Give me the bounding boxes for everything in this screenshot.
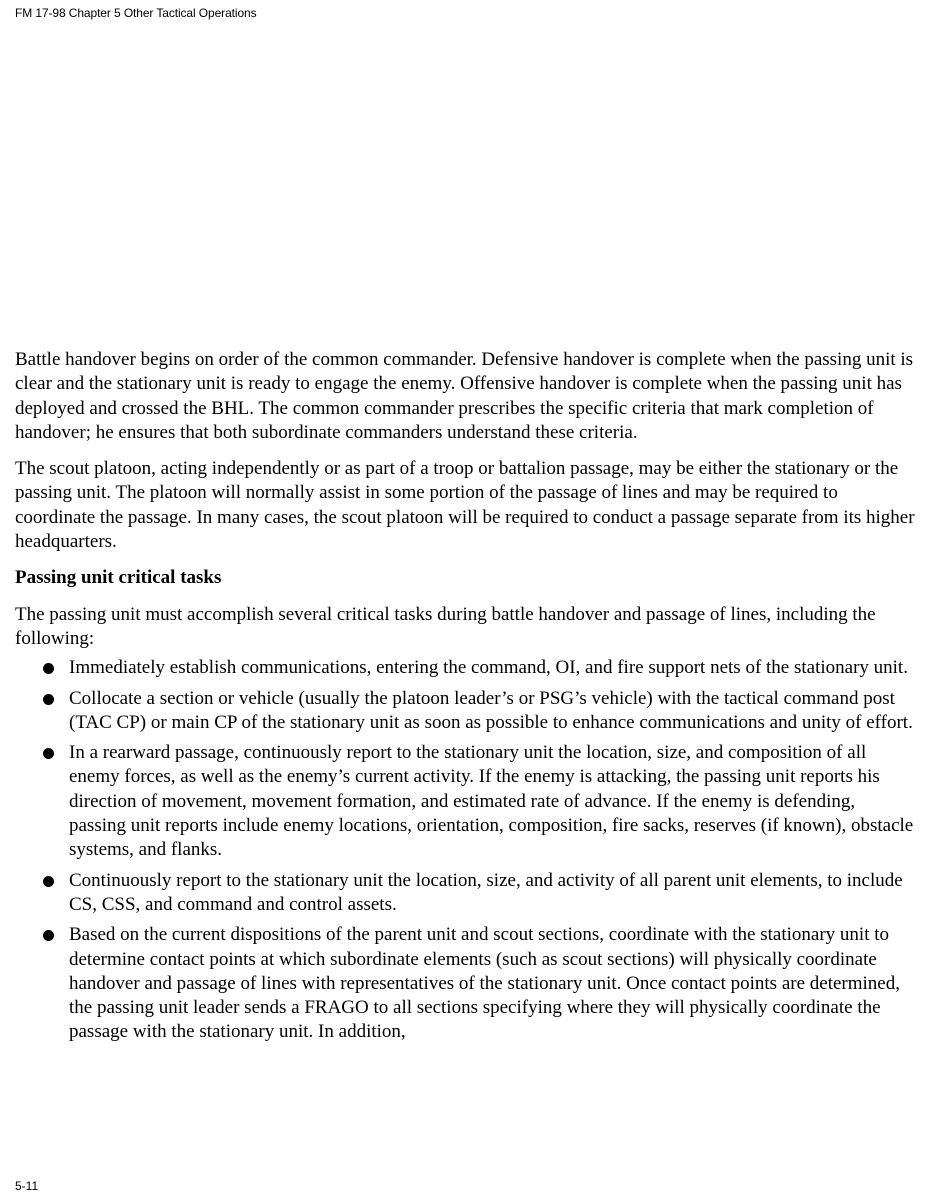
page-number: 5-11 [15, 1179, 39, 1193]
list-item-text: In a rearward passage, continuously report to the stationary unit the location, size, and composition of all enemy forces, as well as the enemy’s current activity. If the enemy is attacking, the passing unit reports his direction of movement, movement formation, and estimated rate of advance. If the enemy is defending, passing unit reports include enemy locations, orientation, composition, fire sacks, reserves (if known), obstacle systems, and flanks. [69, 742, 914, 861]
list-item-text: Collocate a section or vehicle (usually the platoon leader’s or PSG’s vehicle) with the tactical command post (TAC CP) or main CP of the stationary unit as soon as possible to enhance communications and unity of effort. [69, 687, 913, 733]
bullet-icon [43, 694, 54, 705]
bullet-icon [43, 930, 54, 941]
list-item [15, 869, 915, 918]
paragraph-scout-platoon: The scout platoon, acting independently or as part of a troop or battalion passage, may be either the stationary or the passing unit. The platoon will normally assist in some portion of the passage of lines and may be required to coordinate the passage. In many cases, the scout platoon will be required to conduct a passage separate from its higher headquarters. [15, 458, 915, 553]
list-item [15, 923, 915, 1044]
list-item [15, 687, 915, 736]
paragraph-battle-handover: Battle handover begins on order of the common commander. Defensive handover is complete when the passing unit is clear and the stationary unit is ready to engage the enemy. Offensive handover is complete when the passing unit has deployed and crossed the BHL. The common commander prescribes the specific criteria that mark completion of handover; he ensures that both subordinate commanders understand these criteria. [15, 349, 914, 443]
list-item [15, 741, 915, 862]
bullet-icon [43, 748, 54, 759]
bullet-icon [43, 663, 54, 674]
list-item-text: Based on the current dispositions of the parent unit and scout sections, coordinate with the stationary unit to determine contact points at which subordinate elements (such as scout sections) will physically coordinate handover and passage of lines with representatives of the stationary unit. Once contact points are determined, the passing unit leader sends a FRAGO to all sections specifying where they will physically coordinate the passage with the stationary unit. In addition, [69, 924, 900, 1043]
list-item-text: Immediately establish communications, entering the command, OI, and fire support nets of the stationary unit. [69, 657, 908, 679]
critical-tasks-list [15, 656, 915, 1044]
document-body [15, 348, 915, 1051]
bullet-icon [43, 876, 54, 887]
list-item-text: Continuously report to the stationary unit the location, size, and activity of all parent unit elements, to include CS, CSS, and command and control assets. [69, 869, 903, 915]
list-item [15, 656, 915, 680]
paragraph-critical-tasks-intro: The passing unit must accomplish several critical tasks during battle handover and passage of lines, including the following: [15, 603, 876, 649]
running-header: FM 17-98 Chapter 5 Other Tactical Operations [15, 6, 257, 20]
section-heading: Passing unit critical tasks [15, 567, 222, 589]
